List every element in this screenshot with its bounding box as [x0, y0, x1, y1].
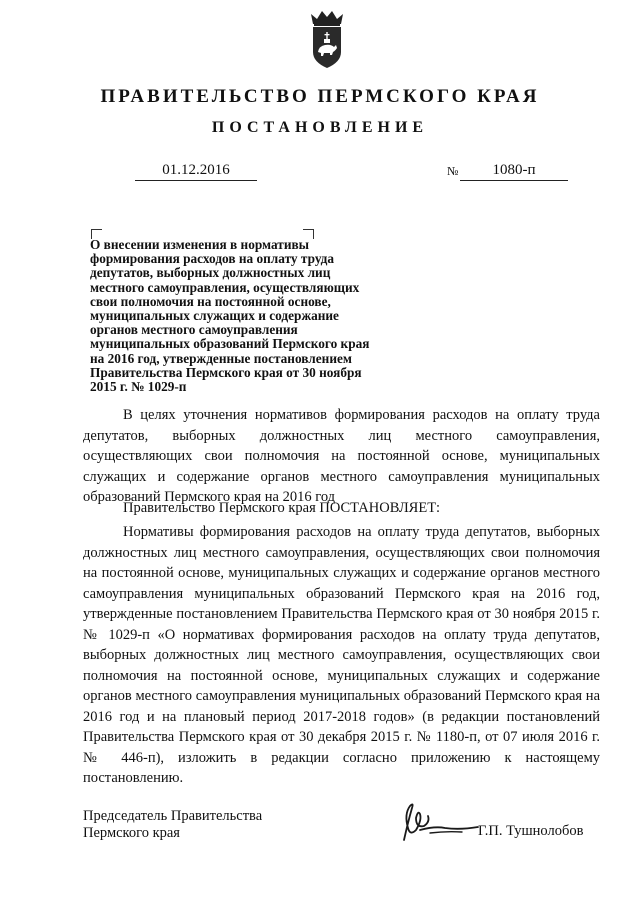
subject-line: О внесении изменения в нормативы [90, 237, 310, 252]
government-title: ПРАВИТЕЛЬСТВО ПЕРМСКОГО КРАЯ [100, 86, 540, 107]
number-sign: № [447, 164, 459, 178]
document-subject [90, 238, 415, 394]
subject-line: муниципальных служащих и содержание [90, 308, 339, 324]
document-type: ПОСТАНОВЛЕНИЕ [211, 119, 429, 136]
subject-line: муниципальных образований Пермского края [90, 336, 370, 352]
handwritten-signature [390, 800, 480, 845]
preamble-paragraph: В целях уточнения нормативов формирования расходов на оплату труда депутатов, выборных должностных лиц местного самоуправления, осуществляющих свои полномочия на постоянной основе, муниципальных служащих и содержание органов местного самоуправления муниципальных образований Пермского края на 2016 год [83, 407, 600, 505]
signatory-position [83, 808, 262, 842]
signatory-name: Г.П. Тушнолобов [478, 823, 584, 839]
subject-line: органов местного самоуправления [90, 322, 298, 338]
main-paragraph: Нормативы формирования расходов на оплату труда депутатов, выборных должностных лиц местного самоуправления, осуществляющих свои полномочия на постоянной основе, муниципальных служащих и содержание органов местного самоуправления муниципальных образований Пермского края на 2016 год, утвержденные постановлением Правительства Пермского края от 30 ноября 2015 г. № 1029-п «О нормативах формирования расходов на оплату труда депутатов, выборных должностных лиц местного самоуправления, осуществляющих свои полномочия на постоянной основе, муниципальных служащих и содержание органов местного самоуправления муниципальных образований Пермского края на 2016 год и на плановый период 2017-2018 годов» (в редакции постановлений Правительства Пермского края от 30 декабря 2015 г. № 1180-п, от 07 июля 2016 г. № 446-п), изложить в редакции согласно приложению к настоящему постановлению. [83, 524, 600, 786]
subject-line: 2015 г. № 1029-п [90, 379, 187, 395]
subject-line: Правительства Пермского края от 30 ноября [90, 364, 362, 380]
subject-line: свои полномочия на постоянной основе, [90, 293, 331, 309]
subject-line: местного самоуправления, осуществляющих [90, 279, 360, 295]
subject-line: на 2016 год, утвержденные постановлением [90, 350, 352, 366]
subject-line: формирования расходов на оплату труда [90, 251, 335, 267]
subject-line: депутатов, выборных должностных лиц [90, 265, 331, 281]
document-date: 01.12.2016 [135, 160, 257, 181]
position-line: Председатель Правительства [83, 808, 263, 824]
perm-krai-coat-of-arms-icon [305, 8, 349, 70]
resolution-statement: Правительство Пермского края ПОСТАНОВЛЯЕТ: [123, 500, 441, 516]
document-number: 1080-п [460, 160, 568, 181]
position-line: Пермского края [83, 825, 180, 841]
